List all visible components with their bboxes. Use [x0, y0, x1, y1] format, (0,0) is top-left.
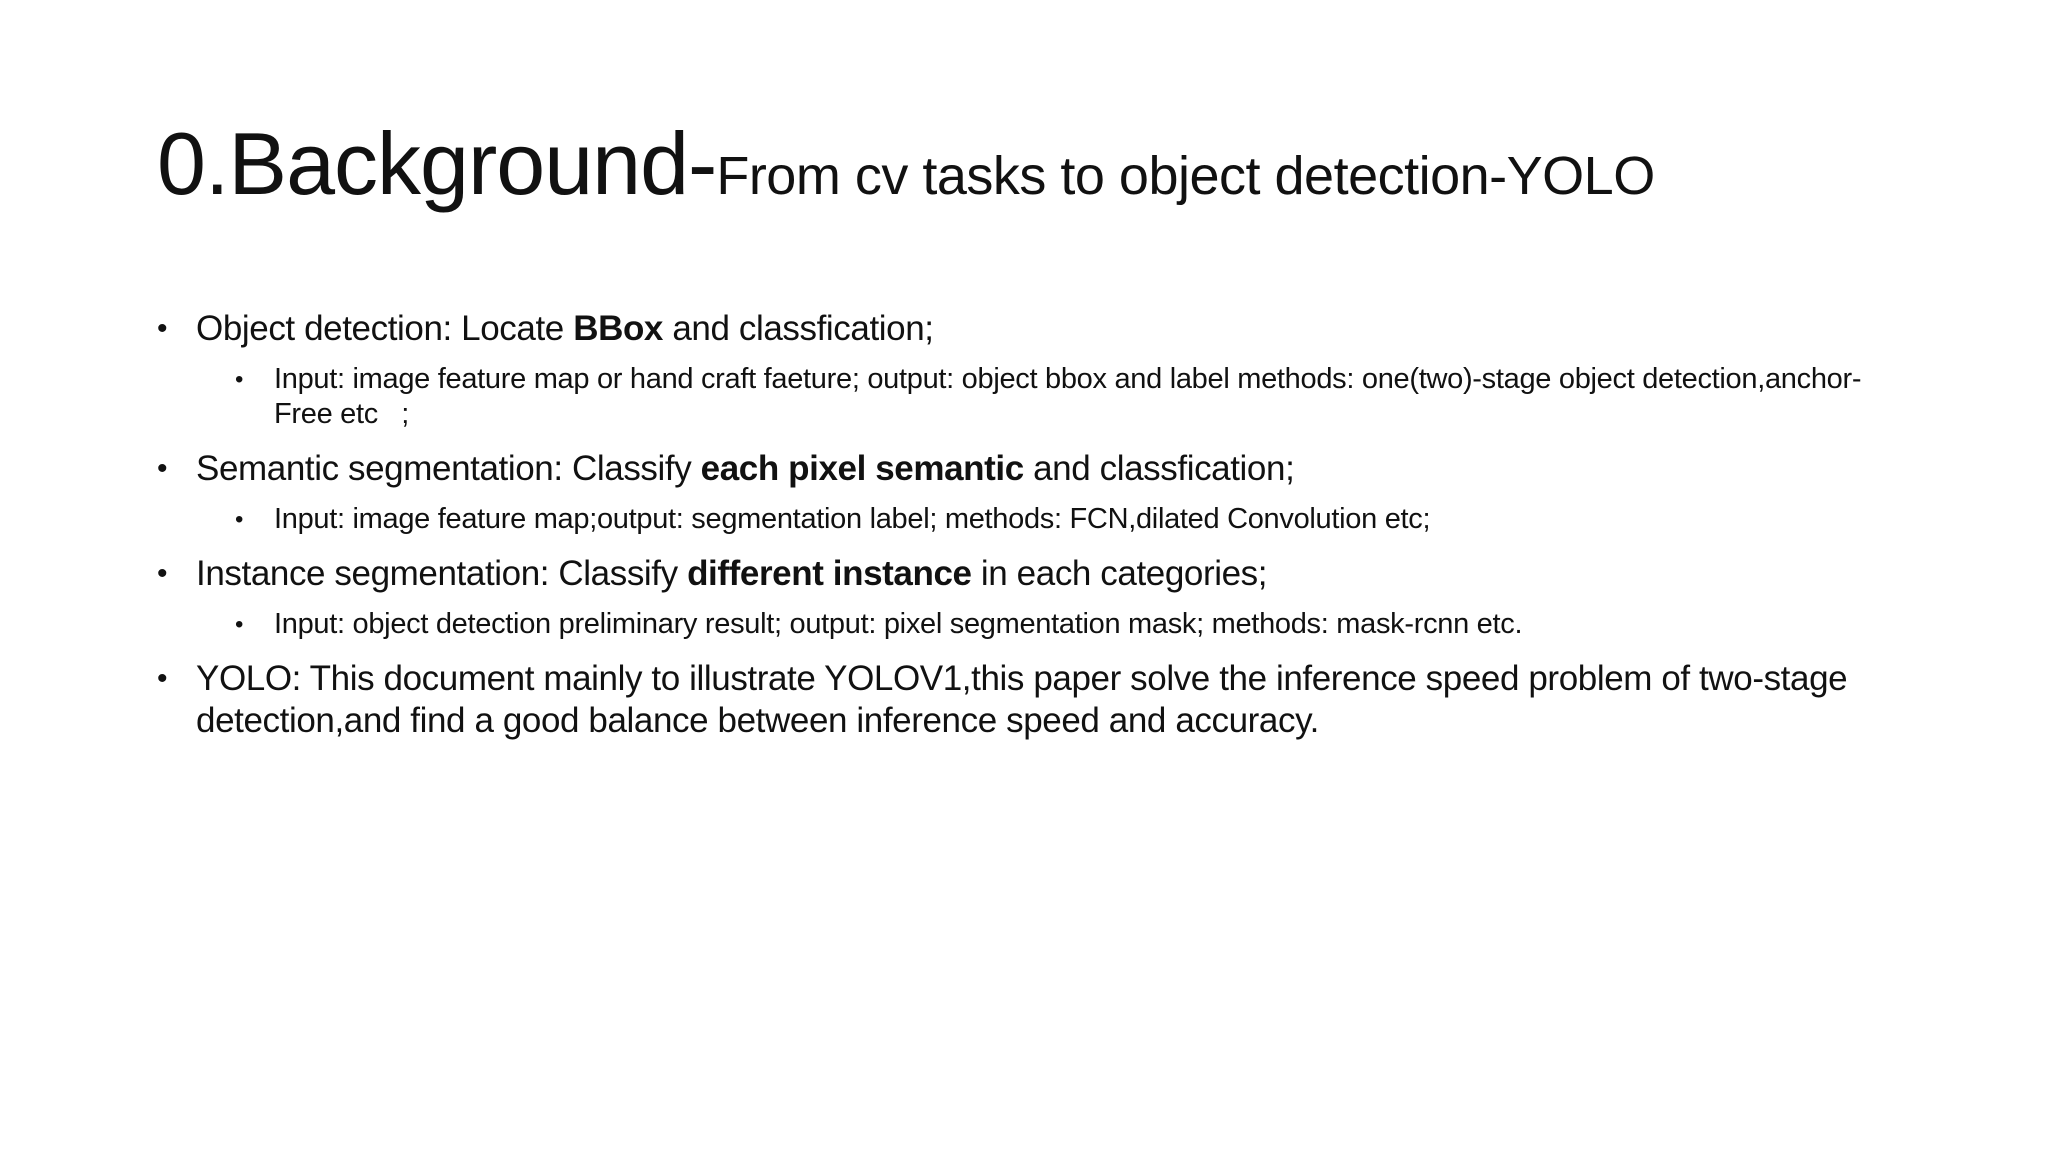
- sub-bullet-instance-segmentation: [157, 607, 1917, 642]
- bullet-text-post: in each categories;: [971, 554, 1268, 593]
- bullet-dot-icon: •: [157, 557, 168, 590]
- bullet-text-bold: different instance: [687, 554, 972, 593]
- slide-title: [157, 114, 1655, 213]
- sub-bullet-text: Input: object detection preliminary result; output: pixel segmentation mask; methods: mask-rcnn etc.: [274, 608, 1523, 640]
- bullet-item-yolo: [157, 658, 1917, 742]
- bullet-text-pre: Semantic segmentation: Classify: [196, 449, 701, 488]
- bullet-text-pre: Object detection: Locate: [196, 309, 574, 348]
- sub-bullet-object-detection: [157, 362, 1917, 432]
- bullet-text: [196, 308, 1917, 350]
- bullet-item-object-detection: [157, 308, 1917, 350]
- bullet-text-post: and classfication;: [1023, 449, 1295, 488]
- bullet-text: [196, 448, 1917, 490]
- bullet-dot-icon: •: [157, 662, 168, 695]
- sub-bullet-dot-icon: •: [235, 366, 244, 393]
- bullet-item-semantic-segmentation: [157, 448, 1917, 490]
- bullet-dot-icon: •: [157, 312, 168, 345]
- bullet-dot-icon: •: [157, 452, 168, 485]
- bullet-text: [196, 553, 1917, 595]
- bullet-text-bold: each pixel semantic: [700, 449, 1024, 488]
- sub-bullet-dot-icon: •: [235, 611, 244, 638]
- sub-bullet-dot-icon: •: [235, 506, 244, 533]
- bullet-list: [157, 308, 1917, 754]
- bullet-text-pre: Instance segmentation: Classify: [196, 554, 688, 593]
- sub-bullet-text: Input: image feature map or hand craft faeture; output: object bbox and label methods: one(two)-stage object detection,anchor-Free etc ;: [274, 363, 1862, 430]
- bullet-text: YOLO: This document mainly to illustrate YOLOV1,this paper solve the inference speed problem of two-stage detection,and find a good balance between inference speed and accuracy.: [196, 659, 1848, 740]
- bullet-text-post: and classfication;: [663, 309, 934, 348]
- bullet-text-bold: BBox: [573, 309, 663, 348]
- title-subtitle: From cv tasks to object detection-YOLO: [716, 146, 1655, 206]
- bullet-item-instance-segmentation: [157, 553, 1917, 595]
- sub-bullet-text: Input: image feature map;output: segmentation label; methods: FCN,dilated Convolution etc;: [274, 503, 1431, 535]
- title-main: 0.Background-: [157, 114, 717, 213]
- sub-bullet-semantic-segmentation: [157, 502, 1917, 537]
